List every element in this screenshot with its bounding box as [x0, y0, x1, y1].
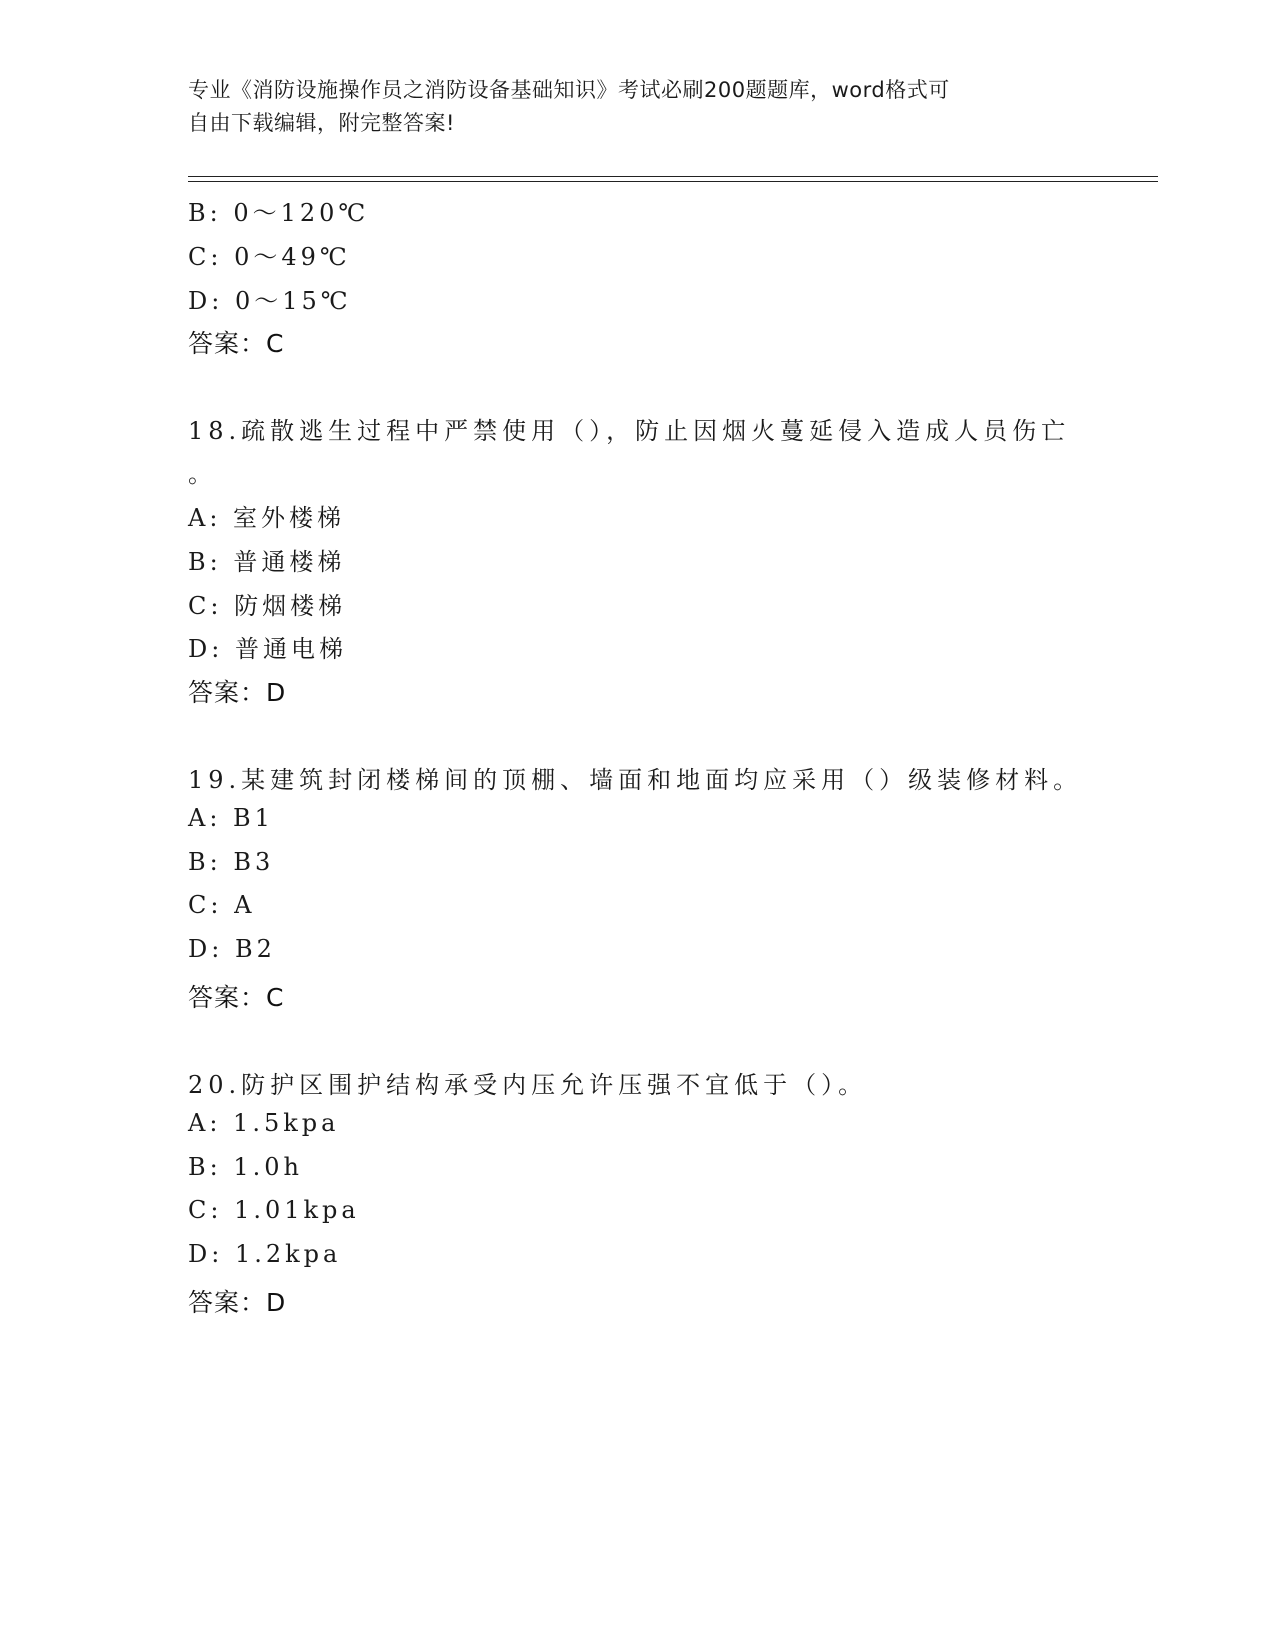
- q17-option-b: B: 0～120℃: [188, 199, 370, 227]
- q19-answer: 答案：C: [188, 983, 285, 1012]
- q18-option-a: A: 室外楼梯: [188, 504, 346, 532]
- q19-question: 19.某建筑封闭楼梯间的顶棚、墙面和地面均应采用（）级装修材料。: [188, 766, 1083, 794]
- q19-option-b: B: B3: [188, 848, 275, 876]
- q20-answer: 答案：D: [188, 1288, 287, 1317]
- q19-option-d: D: B2: [188, 935, 276, 963]
- q19-option-c: C: A: [188, 891, 256, 919]
- q17-answer: 答案：C: [188, 329, 285, 358]
- q19-option-a: A: B1: [188, 804, 274, 832]
- q20-question: 20.防护区围护结构承受内压允许压强不宜低于（）。: [188, 1071, 868, 1099]
- q20-option-d: D: 1.2kpa: [188, 1240, 342, 1268]
- q18-answer: 答案：D: [188, 678, 287, 707]
- q20-option-b: B: 1.0h: [188, 1153, 303, 1181]
- q17-option-d: D: 0～15℃: [188, 287, 352, 315]
- header-line-1: 专业《消防设施操作员之消防设备基础知识》考试必刷200题题库，word格式可: [188, 78, 950, 102]
- document-header: [188, 74, 1088, 140]
- q18-question-line-2: 。: [188, 460, 217, 488]
- header-divider-bottom: [188, 181, 1158, 182]
- q20-option-c: C: 1.01kpa: [188, 1196, 360, 1224]
- header-line-2: 自由下载编辑，附完整答案!: [188, 111, 455, 135]
- q18-option-d: D: 普通电梯: [188, 635, 347, 663]
- q18-question-line-1: 18.疏散逃生过程中严禁使用（），防止因烟火蔓延侵入造成人员伤亡: [188, 417, 1071, 445]
- header-divider-top: [188, 176, 1158, 177]
- q18-option-b: B: 普通楼梯: [188, 548, 346, 576]
- q17-option-c: C: 0～49℃: [188, 243, 351, 271]
- q18-option-c: C: 防烟楼梯: [188, 592, 347, 620]
- q20-option-a: A: 1.5kpa: [188, 1109, 340, 1137]
